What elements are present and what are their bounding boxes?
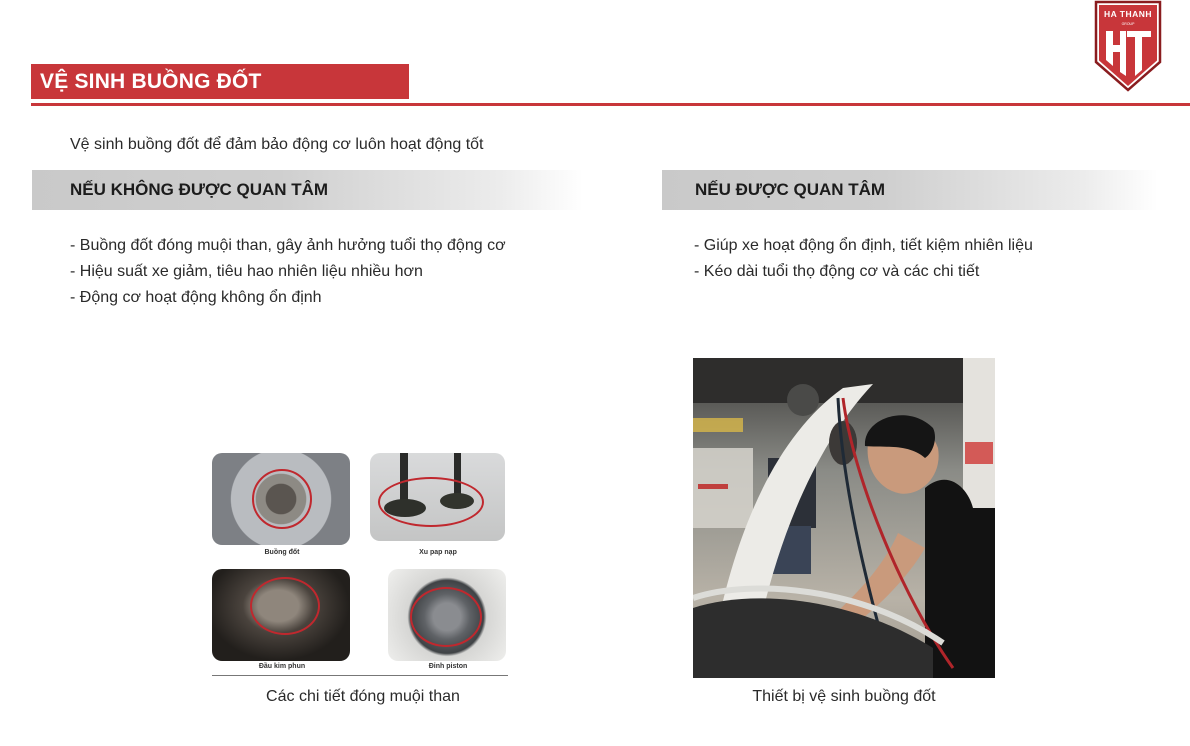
section-heading-label: NẾU ĐƯỢC QUAN TÂM — [695, 180, 886, 199]
list-item: - Động cơ hoạt động không ổn định — [70, 289, 322, 306]
tile-label: Đỉnh piston — [428, 663, 468, 670]
tile-label: Xu pap nạp — [419, 549, 457, 556]
list-item: - Giúp xe hoạt động ổn định, tiết kiệm nhiên liệu — [694, 237, 1033, 254]
tile-label: Đầu kim phun — [258, 663, 306, 670]
list-item: - Kéo dài tuổi thọ động cơ và các chi tiết — [694, 263, 980, 280]
figure-caption: Các chi tiết đóng muội than — [266, 688, 460, 705]
title-divider — [31, 103, 1190, 106]
page-title-bar — [31, 64, 409, 99]
section-heading-cared — [662, 170, 1158, 210]
consequences-list — [70, 233, 506, 311]
svg-text:HA THANH: HA THANH — [1103, 9, 1153, 19]
figure-caption: Thiết bị vệ sinh buồng đốt — [752, 688, 936, 705]
list-item: - Hiệu suất xe giảm, tiêu hao nhiên liệu nhiều hơn — [70, 263, 423, 280]
section-heading-label: NẾU KHÔNG ĐƯỢC QUAN TÂM — [70, 180, 329, 199]
svg-text:GROUP: GROUP — [1121, 22, 1135, 26]
combustion-chamber-image — [212, 453, 350, 545]
intake-valve-image — [370, 453, 505, 541]
shield-logo-icon — [1093, 0, 1163, 92]
intro-text: Vệ sinh buồng đốt để đảm bảo động cơ luôn hoạt động tốt — [70, 136, 484, 153]
injector-tip-image — [212, 569, 350, 661]
cleaning-equipment-photo — [693, 358, 995, 678]
benefits-list — [694, 233, 1033, 285]
piston-crown-image — [388, 569, 506, 661]
list-item: - Buồng đốt đóng muội than, gây ảnh hưởng tuổi thọ động cơ — [70, 237, 506, 254]
page-title: VỆ SINH BUỒNG ĐỐT — [40, 69, 262, 93]
section-heading-not-cared — [32, 170, 583, 210]
carbon-deposit-collage — [208, 449, 508, 677]
tile-label: Buồng đốt — [264, 549, 300, 556]
collage-divider — [212, 675, 508, 676]
technician-photo-illustration — [693, 358, 995, 678]
